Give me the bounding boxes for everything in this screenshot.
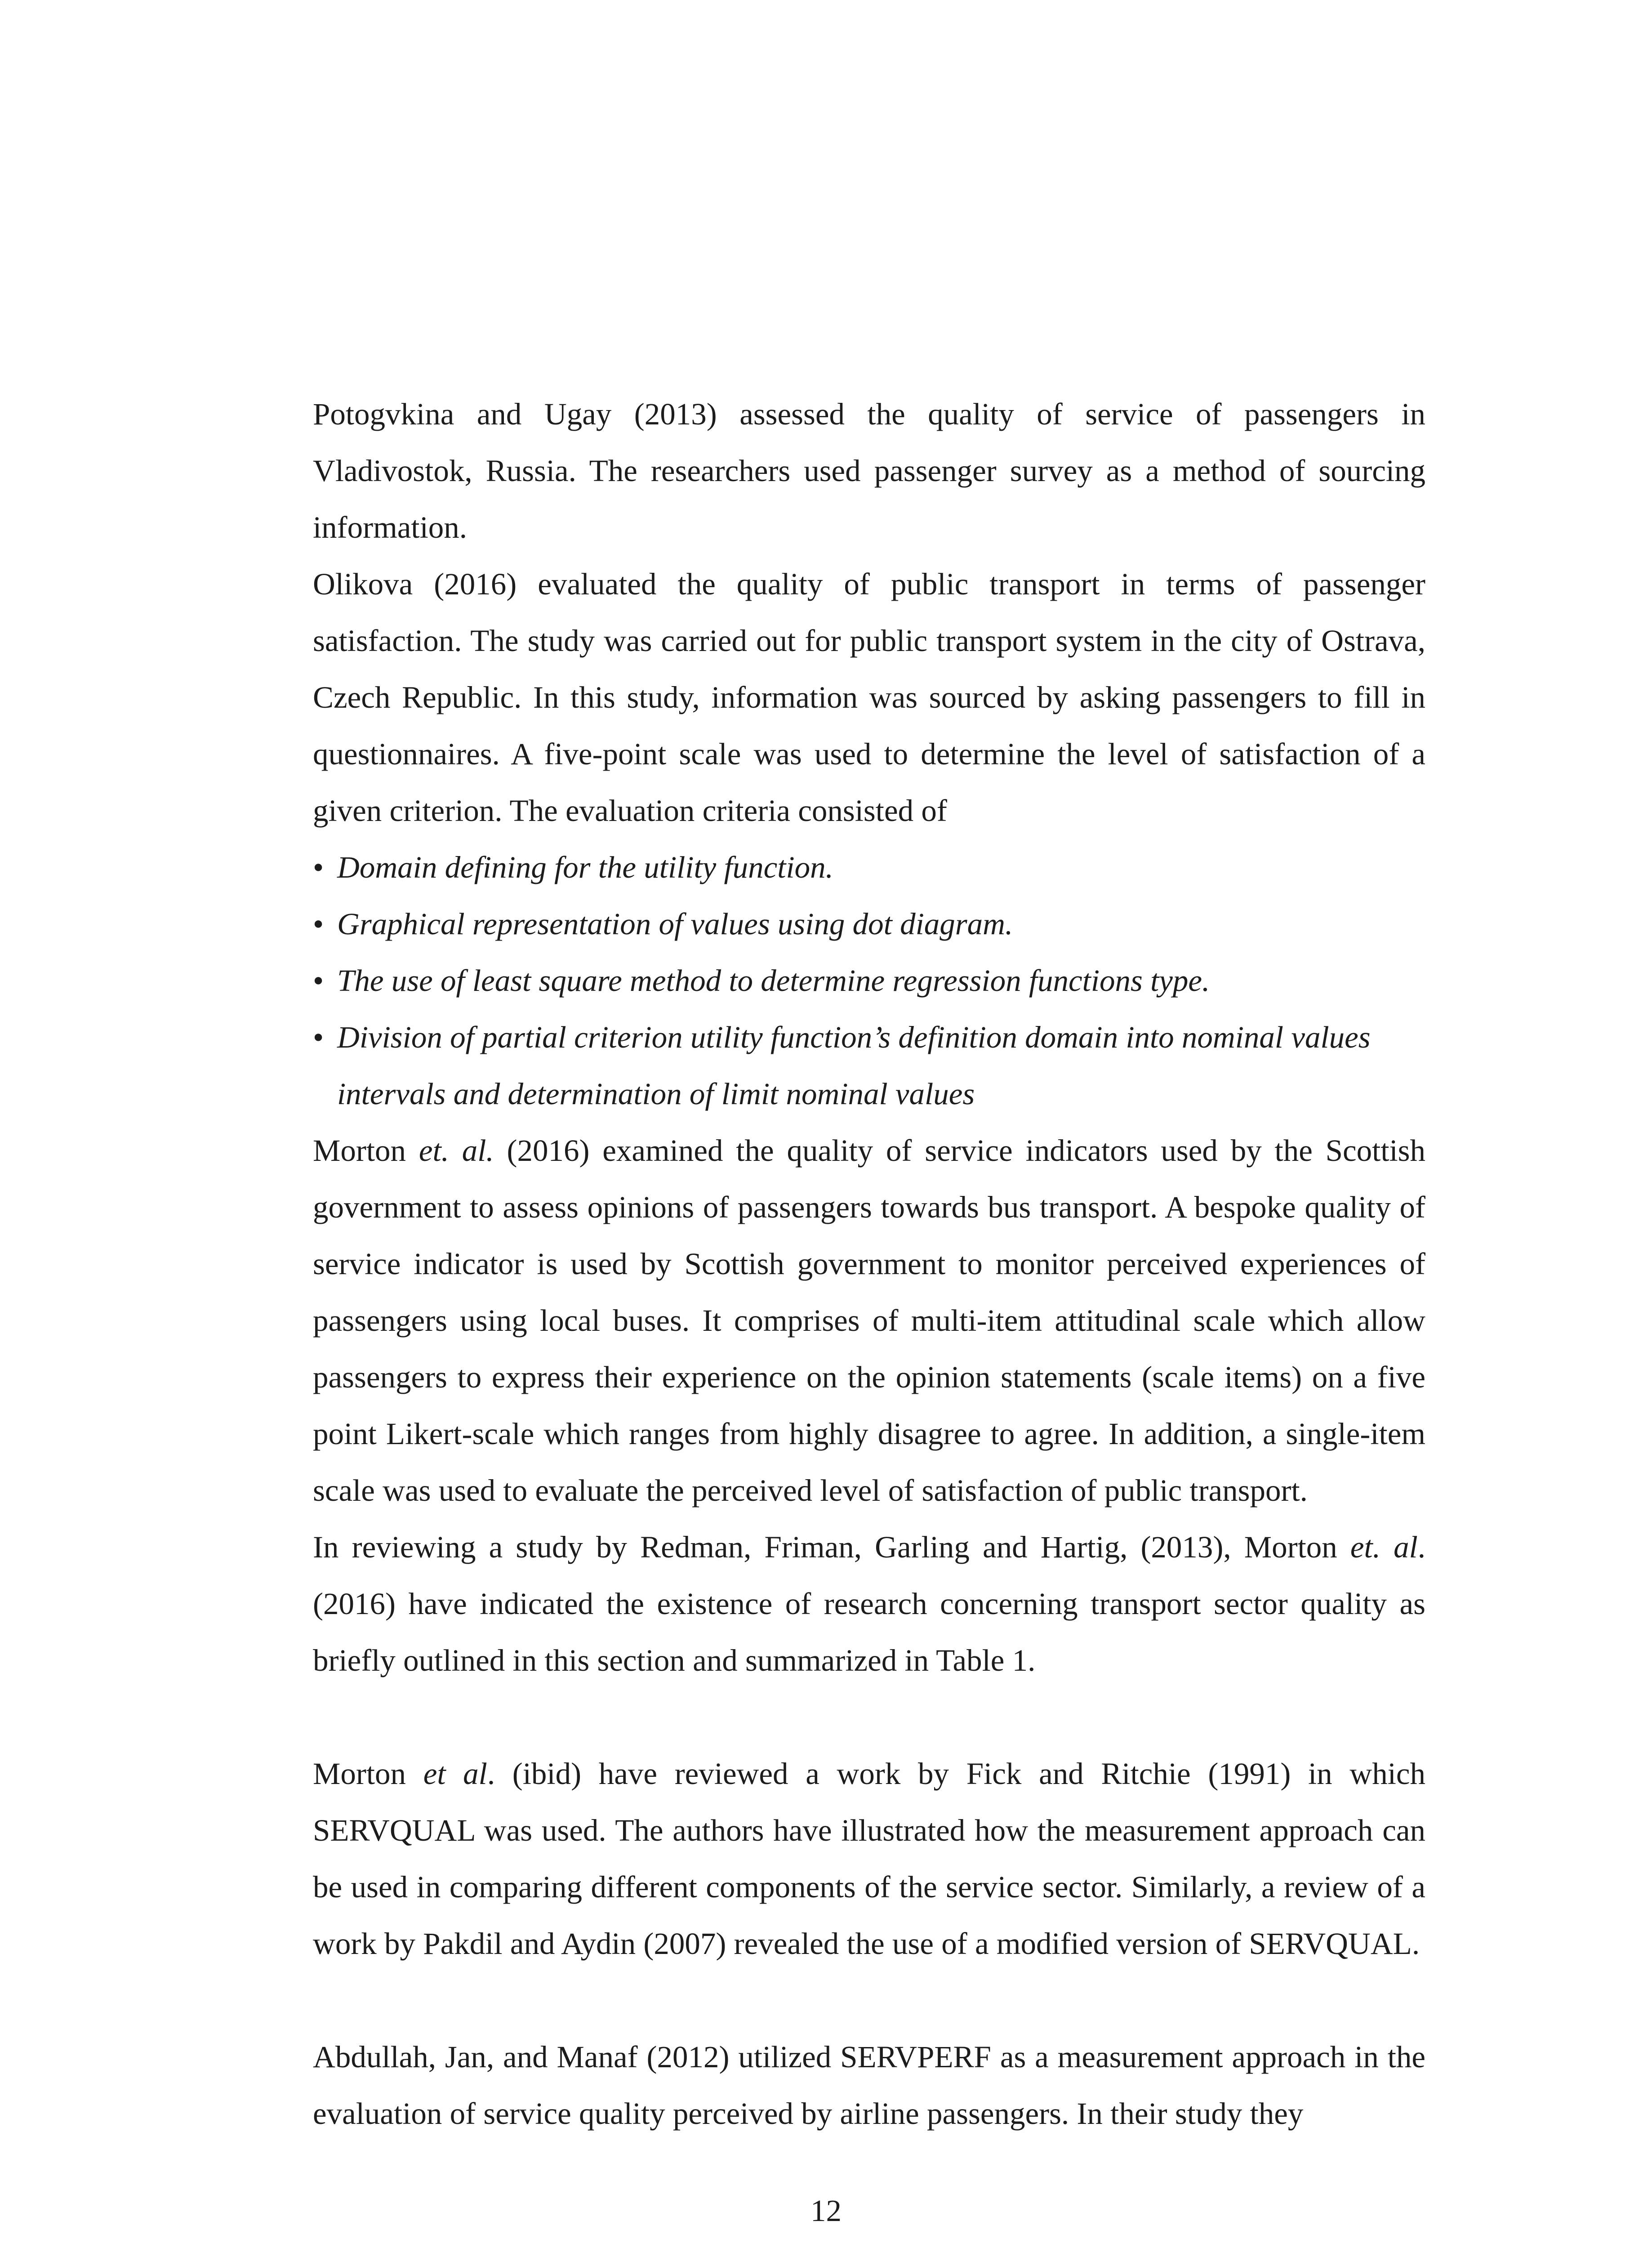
text-run: . (2016) have indicated the existence of research concerning transport sector quality as briefly outlined in this section and summarized in Table 1. <box>313 1530 1425 1677</box>
list-item-text: Domain defining for the utility function. <box>337 850 833 884</box>
italic-text-run: et. al <box>1350 1530 1418 1564</box>
bullet-icon: • <box>313 963 324 998</box>
bullet-icon: • <box>313 850 324 884</box>
text-run: Morton <box>313 1133 419 1168</box>
list-item-text: Graphical representation of values using dot diagram. <box>337 907 1013 941</box>
list-item <box>313 1009 1425 1122</box>
italic-text-run: et. al. <box>419 1133 494 1168</box>
evaluation-criteria-list <box>313 839 1425 1122</box>
list-item <box>313 952 1425 1009</box>
paragraph-morton-indicators <box>313 1122 1425 1519</box>
paragraph-servqual-review <box>313 1745 1425 1972</box>
list-item-text: Division of partial criterion utility function’s definition domain into nominal values intervals and determination of limit nominal values <box>337 1020 1371 1111</box>
page-number: 12 <box>810 2194 842 2228</box>
list-item-text: The use of least square method to determine regression functions type. <box>337 963 1210 998</box>
paragraph-servperf: Abdullah, Jan, and Manaf (2012) utilized SERVPERF as a measurement approach in the evaluation of service quality perceived by airline passengers. In their study they <box>313 2040 1425 2131</box>
page-body <box>313 386 1425 2142</box>
text-run: . (ibid) have reviewed a work by Fick and Ritchie (1991) in which SERVQUAL was used. The authors have illustrated how the measurement approach can be used in comparing different components of the service sector. Similarly, a review of a work by Pakdil and Aydin (2007) revealed the use of a modified version of SERVQUAL. <box>313 1757 1425 1961</box>
text-run: Morton <box>313 1757 423 1791</box>
italic-text-run: et al <box>423 1757 487 1791</box>
text-run: In reviewing a study by Redman, Friman, Garling and Hartig, (2013), Morton <box>313 1530 1350 1564</box>
paragraph-redman-review <box>313 1519 1425 1689</box>
paragraph-olikova: Olikova (2016) evaluated the quality of public transport in terms of passenger satisfaction. The study was carried out for public transport system in the city of Ostrava, Czech Republic. In this study, information was sourced by asking passengers to fill in questionnaires. A five-point scale was used to determine the level of satisfaction of a given criterion. The evaluation criteria consisted of <box>313 567 1425 828</box>
list-item <box>313 896 1425 952</box>
paragraph-potogvkina: Potogvkina and Ugay (2013) assessed the quality of service of passengers in Vladivostok, Russia. The researchers used passenger survey as a method of sourcing information. <box>313 397 1425 544</box>
bullet-icon: • <box>313 907 324 941</box>
bullet-icon: • <box>313 1020 324 1054</box>
text-run: (2016) examined the quality of service indicators used by the Scottish government to assess opinions of passengers towards bus transport. A bespoke quality of service indicator is used by Scottish government to monitor perceived experiences of passengers using local buses. It comprises of multi-item attitudinal scale which allow passengers to express their experience on the opinion statements (scale items) on a five point Likert-scale which ranges from highly disagree to agree. In addition, a single-item scale was used to evaluate the perceived level of satisfaction of public transport. <box>313 1133 1426 1508</box>
list-item <box>313 839 1425 896</box>
